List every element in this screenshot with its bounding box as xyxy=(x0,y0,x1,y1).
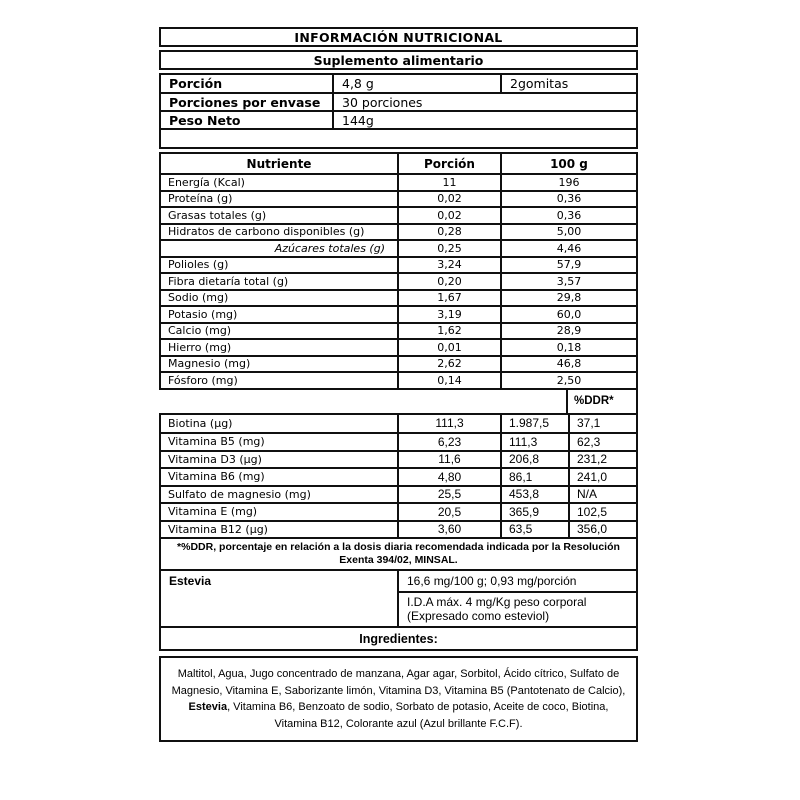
nutrient-row-azucares xyxy=(161,239,636,256)
nutrient-portion: 3,19 xyxy=(399,307,502,322)
vitamin-name: Vitamina B6 (mg) xyxy=(161,469,399,485)
nutrient-portion: 1,67 xyxy=(399,291,502,306)
nutrient-portion: 0,28 xyxy=(399,225,502,240)
nutrient-per100: 28,9 xyxy=(556,324,582,338)
vitamin-per100: 86,1 xyxy=(502,469,570,485)
estevia-label: Estevia xyxy=(161,571,399,626)
serving-row-envase xyxy=(161,92,636,110)
ddr-footnote-line1: *%DDR, porcentaje en relación a la dosis diaria recomendada indicada por la Resolución xyxy=(177,541,620,553)
nutrient-per100: 2,50 xyxy=(556,373,582,387)
nutrient-row xyxy=(161,338,636,355)
vitamin-portion: 6,23 xyxy=(399,434,502,450)
nutrient-per100: 46,8 xyxy=(556,357,582,371)
nutrient-row xyxy=(161,322,636,339)
nutrient-row xyxy=(161,289,636,306)
vitamin-ddr: 231,2 xyxy=(577,452,608,467)
vitamin-row xyxy=(161,485,636,503)
serving-value-units: 2gomitas xyxy=(510,76,569,91)
nutrient-portion: 0,02 xyxy=(399,208,502,223)
ingredients-text xyxy=(171,666,626,732)
ddr-footnote-line2: Exenta 394/02, MINSAL. xyxy=(339,554,458,566)
ingredients-box xyxy=(159,656,638,742)
vitamin-per100: 1.987,5 xyxy=(502,415,570,433)
nutrient-name: Azúcares totales (g) xyxy=(161,241,399,256)
vitamin-name: Vitamina B12 (µg) xyxy=(161,522,399,538)
nutrients-header-row xyxy=(161,154,636,173)
estevia-section xyxy=(159,571,638,628)
estevia-ida-line1: I.D.A máx. 4 mg/Kg peso corporal xyxy=(407,595,587,609)
vitamin-portion: 11,6 xyxy=(399,452,502,468)
col-header-porcion: Porción xyxy=(399,154,502,173)
nutrient-portion: 0,14 xyxy=(399,373,502,388)
estevia-ida-line2: (Expresado como esteviol) xyxy=(407,609,550,623)
serving-label: Porciones por envase xyxy=(161,94,334,110)
vitamin-row xyxy=(161,415,636,433)
nutrient-row xyxy=(161,223,636,240)
vitamins-table xyxy=(159,413,638,540)
ingredients-header: Ingredientes: xyxy=(159,628,638,651)
vitamin-ddr: 241,0 xyxy=(577,469,608,484)
nutrient-portion: 0,20 xyxy=(399,274,502,289)
nutrient-row xyxy=(161,256,636,273)
nutrient-name: Fibra dietaría total (g) xyxy=(161,274,399,289)
col-header-nutriente: Nutriente xyxy=(161,154,399,173)
nutrients-table xyxy=(159,152,638,390)
estevia-ida xyxy=(399,591,636,626)
nutrient-name: Sodio (mg) xyxy=(161,291,399,306)
vitamin-per100: 63,5 xyxy=(502,522,570,538)
nutrient-row xyxy=(161,272,636,289)
vitamin-portion: 25,5 xyxy=(399,487,502,503)
col-header-100g: 100 g xyxy=(550,156,588,171)
ddr-header-row xyxy=(159,390,638,413)
nutrient-portion: 3,24 xyxy=(399,258,502,273)
vitamin-portion: 4,80 xyxy=(399,469,502,485)
nutrient-row xyxy=(161,206,636,223)
nutrient-row xyxy=(161,190,636,207)
serving-value-grams: 4,8 g xyxy=(334,75,502,92)
vitamin-per100: 365,9 xyxy=(502,504,570,520)
nutrient-name: Potasio (mg) xyxy=(161,307,399,322)
nutrient-row xyxy=(161,355,636,372)
spacer-row xyxy=(161,128,636,147)
nutrient-per100: 60,0 xyxy=(556,307,582,321)
nutrient-portion: 11 xyxy=(399,175,502,190)
vitamin-portion: 111,3 xyxy=(399,415,502,433)
vitamin-row xyxy=(161,502,636,520)
vitamin-row xyxy=(161,520,636,538)
nutrient-portion: 0,25 xyxy=(399,241,502,256)
vitamin-portion: 20,5 xyxy=(399,504,502,520)
nutrient-name: Hidratos de carbono disponibles (g) xyxy=(161,225,399,240)
vitamin-name: Vitamina B5 (mg) xyxy=(161,434,399,450)
serving-value: 144g xyxy=(342,112,374,128)
vitamin-row xyxy=(161,467,636,485)
vitamin-row xyxy=(161,450,636,468)
vitamin-row xyxy=(161,432,636,450)
estevia-dose: 16,6 mg/100 g; 0,93 mg/porción xyxy=(407,574,577,588)
vitamin-ddr: N/A xyxy=(577,487,598,502)
nutrient-per100: 4,46 xyxy=(556,241,582,255)
nutrient-name: Hierro (mg) xyxy=(161,340,399,355)
nutrient-name: Proteína (g) xyxy=(161,192,399,207)
nutrient-name: Polioles (g) xyxy=(161,258,399,273)
ddr-footnote xyxy=(159,539,638,571)
nutrient-per100: 3,57 xyxy=(556,274,582,288)
nutrient-per100: 0,36 xyxy=(556,208,582,222)
vitamin-ddr: 102,5 xyxy=(577,504,608,519)
label-subtitle: Suplemento alimentario xyxy=(159,50,638,70)
serving-value: 30 porciones xyxy=(342,94,423,110)
serving-label: Peso Neto xyxy=(161,112,334,128)
ingredients-text-bold: Estevia xyxy=(188,701,228,713)
serving-label: Porción xyxy=(161,75,334,92)
nutrient-name: Magnesio (mg) xyxy=(161,357,399,372)
serving-row-porcion xyxy=(161,75,636,92)
nutrient-portion: 2,62 xyxy=(399,357,502,372)
vitamin-name: Vitamina D3 (µg) xyxy=(161,452,399,468)
serving-row-peso xyxy=(161,110,636,128)
vitamin-per100: 206,8 xyxy=(502,452,570,468)
nutrient-row xyxy=(161,305,636,322)
vitamin-per100: 453,8 xyxy=(502,487,570,503)
nutrition-label xyxy=(159,27,638,742)
nutrient-per100: 29,8 xyxy=(556,291,582,305)
nutrient-name: Energía (Kcal) xyxy=(161,175,399,190)
ingredients-text-before: Maltitol, Agua, Jugo concentrado de manzana, Agar agar, Sorbitol, Ácido cítrico, Sulfato de Magnesio, Vitamina E, Saborizante limón, Vitamina D3, Vitamina B5 (Pantotenato de Calcio), xyxy=(171,668,626,697)
nutrient-portion: 0,01 xyxy=(399,340,502,355)
nutrient-per100: 196 xyxy=(558,175,580,189)
vitamin-ddr: 37,1 xyxy=(577,416,601,431)
vitamin-name: Vitamina E (mg) xyxy=(161,504,399,520)
nutrient-portion: 0,02 xyxy=(399,192,502,207)
nutrient-per100: 0,18 xyxy=(556,340,582,354)
label-title: INFORMACIÓN NUTRICIONAL xyxy=(159,27,638,47)
ddr-header: %DDR* xyxy=(566,390,638,413)
vitamin-per100: 111,3 xyxy=(502,434,570,450)
ingredients-text-after: , Vitamina B6, Benzoato de sodio, Sorbato de potasio, Aceite de coco, Biotina, Vitamina B12, Colorante azul (Azul brillante F.C.F). xyxy=(227,701,609,730)
nutrient-per100: 57,9 xyxy=(556,258,582,272)
vitamin-ddr: 356,0 xyxy=(577,522,608,537)
nutrient-portion: 1,62 xyxy=(399,324,502,339)
vitamin-name: Biotina (µg) xyxy=(161,415,399,433)
nutrient-name: Grasas totales (g) xyxy=(161,208,399,223)
nutrient-per100: 5,00 xyxy=(556,225,582,239)
nutrient-row xyxy=(161,173,636,190)
nutrient-name: Calcio (mg) xyxy=(161,324,399,339)
vitamin-name: Sulfato de magnesio (mg) xyxy=(161,487,399,503)
nutrient-per100: 0,36 xyxy=(556,192,582,206)
serving-table xyxy=(159,73,638,149)
nutrient-name: Fósforo (mg) xyxy=(161,373,399,388)
vitamin-ddr: 62,3 xyxy=(577,434,601,449)
vitamin-portion: 3,60 xyxy=(399,522,502,538)
nutrient-row xyxy=(161,371,636,388)
